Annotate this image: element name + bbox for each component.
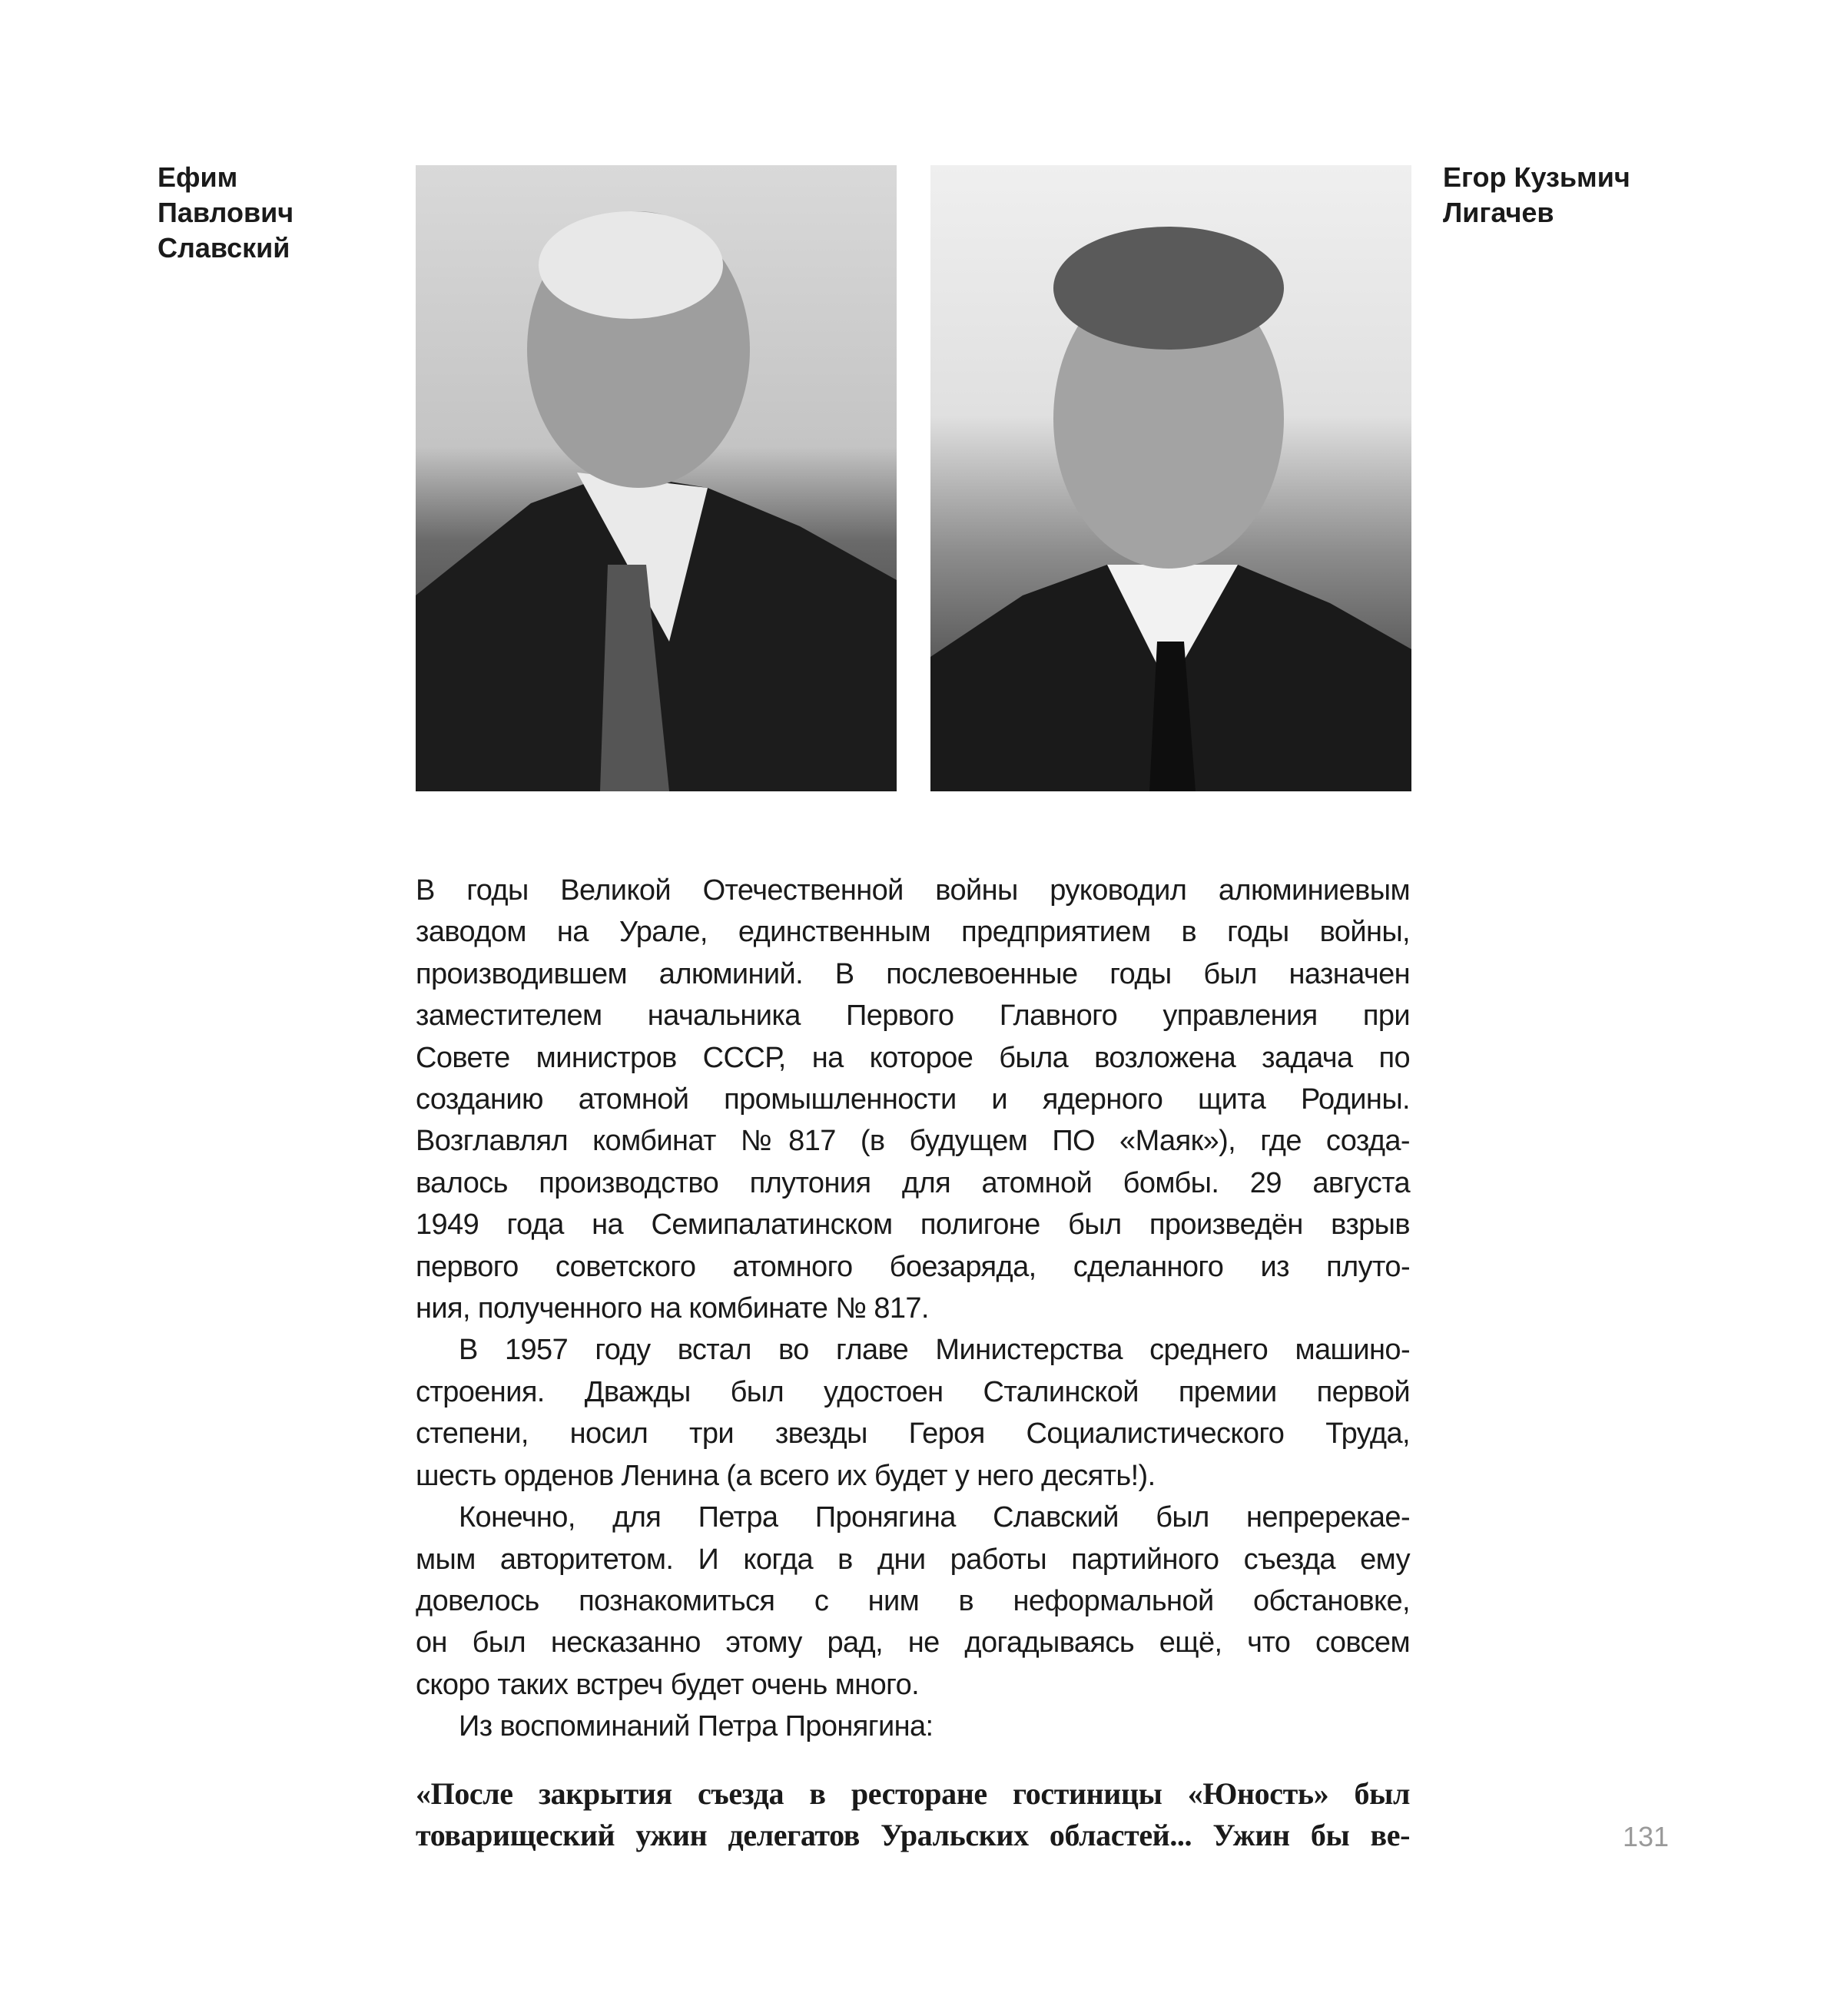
text-line: В 1957 году встал во главе Министерства среднего машино- [459, 1334, 1410, 1367]
text-line: Конечно, для Петра Пронягина Славский был непререкае- [459, 1501, 1410, 1534]
text-line: первого советского атомного боезаряда, сделанного из плуто- [416, 1250, 1410, 1283]
text-line: заместителем начальника Первого Главного управления при [416, 1000, 1410, 1033]
text-line: шесть орденов Ленина (а всего их будет у него десять!). [416, 1459, 1156, 1492]
text-line: степени, носил три звезды Героя Социалистического Труда, [416, 1418, 1410, 1451]
photo-caption-slavsky [158, 160, 294, 266]
quote-line: «После закрытия съезда в ресторане гостиницы «Юность» был [416, 1776, 1410, 1811]
body-text [416, 870, 1410, 1748]
text-line: ния, полученного на комбинате № 817. [416, 1292, 929, 1325]
caption-line: Павлович [158, 197, 294, 228]
portrait-photo-slavsky [416, 165, 897, 791]
text-line: валось производство плутония для атомной бомбы. 29 августа [416, 1166, 1410, 1199]
text-line: В годы Великой Отечественной войны руководил алюминиевым [416, 874, 1410, 907]
text-line: Из воспоминаний Петра Пронягина: [459, 1710, 934, 1743]
caption-line: Ефим [158, 161, 238, 193]
quote-line: товарищеский ужин делегатов Уральских областей... Ужин бы ве- [416, 1818, 1410, 1852]
text-line: 1949 года на Семипалатинском полигоне был произведён взрыв [416, 1209, 1410, 1242]
photo-caption-ligachev [1443, 160, 1630, 230]
text-line: скоро таких встреч будет очень много. [416, 1668, 920, 1701]
text-line: строения. Дважды был удостоен Сталинской премии первой [416, 1375, 1410, 1408]
page-number: 131 [1623, 1821, 1670, 1852]
quote-block [416, 1773, 1410, 1856]
text-line: он был несказанно этому рад, не догадываясь ещё, что совсем [416, 1626, 1410, 1660]
text-line: созданию атомной промышленности и ядерного щита Родины. [416, 1083, 1410, 1116]
text-line: довелось познакомиться с ним в неформальной обстановке, [416, 1584, 1410, 1617]
text-line: Возглавлял комбинат №817 (в будущем ПО «Маяк»), где созда- [416, 1125, 1410, 1158]
portrait-photo-ligachev [930, 165, 1411, 791]
text-line: мым авторитетом. И когда в дни работы партийного съезда ему [416, 1543, 1410, 1576]
caption-line: Лигачев [1443, 197, 1554, 228]
text-line: Совете министров СССР, на которое была возложена задача по [416, 1041, 1410, 1074]
caption-line: Егор Кузьмич [1443, 161, 1630, 193]
text-line: производившем алюминий. В послевоенные годы был назначен [416, 957, 1410, 990]
text-line: заводом на Урале, единственным предприятием в годы войны, [416, 916, 1410, 949]
caption-line: Славский [158, 232, 290, 264]
